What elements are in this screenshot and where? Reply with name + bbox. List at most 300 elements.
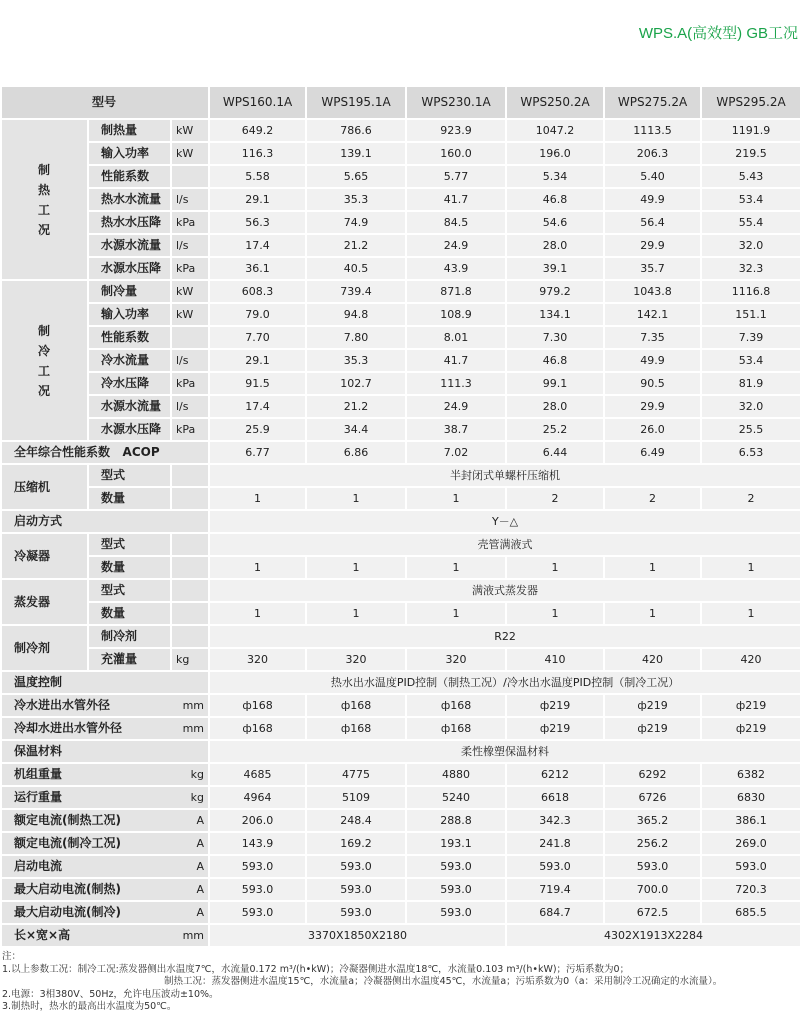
- value-cell: 420: [604, 648, 701, 671]
- value-cell: 56.3: [209, 211, 306, 234]
- row-label-cell: [1, 510, 209, 533]
- value-cell: ф219: [604, 717, 701, 740]
- value-cell: 56.4: [604, 211, 701, 234]
- value-cell: 7.70: [209, 326, 306, 349]
- row-label: 热水水流量: [88, 188, 171, 211]
- table-row: [1, 188, 800, 211]
- value-cell: 1116.8: [701, 280, 800, 303]
- value-cell: 8.01: [406, 326, 506, 349]
- value-cell-merged: Y－△: [209, 510, 800, 533]
- table-row: [1, 579, 800, 602]
- value-cell: 36.1: [209, 257, 306, 280]
- row-unit: l/s: [171, 395, 209, 418]
- value-cell: 1: [506, 556, 604, 579]
- value-cell: 5.65: [306, 165, 406, 188]
- value-cell: 53.4: [701, 188, 800, 211]
- row-label: 数量: [88, 556, 171, 579]
- row-label-cell: [1, 694, 209, 717]
- value-cell: 593.0: [306, 878, 406, 901]
- value-cell: 7.80: [306, 326, 406, 349]
- value-cell: 649.2: [209, 119, 306, 142]
- value-cell: 420: [701, 648, 800, 671]
- value-cell: 26.0: [604, 418, 701, 441]
- value-cell: 386.1: [701, 809, 800, 832]
- value-cell: 2: [506, 487, 604, 510]
- value-cell: 24.9: [406, 395, 506, 418]
- value-cell: 7.02: [406, 441, 506, 464]
- value-cell: 342.3: [506, 809, 604, 832]
- group-label: [1, 280, 88, 441]
- value-cell: 142.1: [604, 303, 701, 326]
- row-unit: l/s: [171, 188, 209, 211]
- value-cell: 593.0: [306, 855, 406, 878]
- row-label-cell: [1, 901, 209, 924]
- row-unit: [171, 487, 209, 510]
- row-unit: kPa: [171, 418, 209, 441]
- row-unit: kPa: [171, 257, 209, 280]
- row-label: 冷却水进出水管外径: [14, 721, 123, 735]
- value-cell: 241.8: [506, 832, 604, 855]
- group-label-text: 制热工况: [38, 162, 51, 237]
- value-cell: 593.0: [604, 855, 701, 878]
- row-label: 启动方式: [14, 514, 63, 528]
- row-label: 冷水压降: [88, 372, 171, 395]
- note-2: 2.电源：3相380V、50Hz，允许电压波动±10%。: [2, 988, 219, 1000]
- value-cell: 46.8: [506, 188, 604, 211]
- value-cell: 1: [306, 487, 406, 510]
- row-label: 冷水进出水管外径: [14, 698, 111, 712]
- row-label: 水源水压降: [88, 418, 171, 441]
- value-cell: ф168: [406, 717, 506, 740]
- value-cell: 28.0: [506, 234, 604, 257]
- value-cell: 21.2: [306, 395, 406, 418]
- value-cell: 25.5: [701, 418, 800, 441]
- value-cell: 1: [209, 602, 306, 625]
- notes: [0, 951, 800, 1014]
- row-label: 温度控制: [14, 675, 63, 689]
- value-cell: 593.0: [406, 855, 506, 878]
- header-row: [1, 86, 800, 119]
- value-cell: 4964: [209, 786, 306, 809]
- value-cell: 25.9: [209, 418, 306, 441]
- table-row: [1, 487, 800, 510]
- value-cell: 1: [209, 556, 306, 579]
- table-row: [1, 625, 800, 648]
- table-row: [1, 533, 800, 556]
- value-cell: 685.5: [701, 901, 800, 924]
- row-unit: [171, 556, 209, 579]
- value-cell: 169.2: [306, 832, 406, 855]
- value-cell: 1: [406, 556, 506, 579]
- value-cell: 5109: [306, 786, 406, 809]
- row-unit: A: [196, 906, 205, 919]
- value-cell: 288.8: [406, 809, 506, 832]
- value-cell: 29.9: [604, 395, 701, 418]
- value-cell: 116.3: [209, 142, 306, 165]
- row-label: 最大启动电流(制热): [14, 882, 121, 896]
- row-label: 性能系数: [88, 326, 171, 349]
- table-row: [1, 786, 800, 809]
- row-unit: [171, 326, 209, 349]
- value-cell: 206.3: [604, 142, 701, 165]
- value-cell: 55.4: [701, 211, 800, 234]
- table-row: [1, 257, 800, 280]
- value-cell: 219.5: [701, 142, 800, 165]
- value-cell: 1: [604, 602, 701, 625]
- table-row: [1, 211, 800, 234]
- value-cell: 4685: [209, 763, 306, 786]
- row-label: 充灌量: [88, 648, 171, 671]
- row-unit: A: [196, 883, 205, 896]
- row-label: 水源水压降: [88, 257, 171, 280]
- row-label: 保温材料: [14, 744, 63, 758]
- value-cell: 91.5: [209, 372, 306, 395]
- row-label: 型式: [88, 464, 171, 487]
- value-cell-merged: R22: [209, 625, 800, 648]
- table-row: [1, 510, 800, 533]
- table-row: [1, 602, 800, 625]
- row-label: 冷水流量: [88, 349, 171, 372]
- table-row: [1, 395, 800, 418]
- value-cell: 608.3: [209, 280, 306, 303]
- row-unit: A: [196, 814, 205, 827]
- row-unit: kPa: [171, 211, 209, 234]
- value-cell: 79.0: [209, 303, 306, 326]
- value-cell: 6726: [604, 786, 701, 809]
- row-label-cell: [1, 924, 209, 947]
- row-label: 启动电流: [14, 859, 63, 873]
- table-row: [1, 326, 800, 349]
- value-cell: 35.3: [306, 188, 406, 211]
- note-1b: 制热工况：蒸发器侧进水温度15℃，水流量a；冷凝器侧出水温度45℃，水流量a；污垢系数为0（a：采用制冷工况确定的水流量）。: [164, 976, 723, 987]
- row-label: 数量: [88, 602, 171, 625]
- value-cell: 29.1: [209, 349, 306, 372]
- value-cell: 1: [701, 556, 800, 579]
- value-cell: 38.7: [406, 418, 506, 441]
- value-cell: 2: [604, 487, 701, 510]
- row-label-cell: [1, 441, 209, 464]
- table-row: [1, 832, 800, 855]
- value-cell: 6212: [506, 763, 604, 786]
- table-row: [1, 648, 800, 671]
- value-cell: 6382: [701, 763, 800, 786]
- value-cell: 7.35: [604, 326, 701, 349]
- spec-table: [0, 85, 800, 948]
- value-cell: 32.3: [701, 257, 800, 280]
- row-label-cell: [1, 763, 209, 786]
- table-row: [1, 349, 800, 372]
- value-cell: 593.0: [701, 855, 800, 878]
- value-cell: ф219: [701, 694, 800, 717]
- value-cell: ф168: [209, 717, 306, 740]
- value-cell: 410: [506, 648, 604, 671]
- row-label: 型式: [88, 579, 171, 602]
- value-cell: ф219: [701, 717, 800, 740]
- value-cell: 5.40: [604, 165, 701, 188]
- model-name: WPS230.1A: [406, 86, 506, 119]
- table-row: [1, 809, 800, 832]
- value-cell: 21.2: [306, 234, 406, 257]
- value-cell: 923.9: [406, 119, 506, 142]
- value-cell: 2: [701, 487, 800, 510]
- row-unit: mm: [182, 722, 205, 735]
- table-row: [1, 694, 800, 717]
- model-name: WPS160.1A: [209, 86, 306, 119]
- table-row: [1, 142, 800, 165]
- value-cell: 1: [406, 487, 506, 510]
- model-name: WPS275.2A: [604, 86, 701, 119]
- row-label: 全年综合性能系数 ACOP: [14, 445, 160, 459]
- group-label: 制冷剂: [1, 625, 88, 671]
- value-cell: 5240: [406, 786, 506, 809]
- group-label: [1, 119, 88, 280]
- group-label-text: 制冷工况: [38, 323, 51, 398]
- value-cell: 29.1: [209, 188, 306, 211]
- value-cell: 269.0: [701, 832, 800, 855]
- value-cell-merged: 半封闭式单螺杆压缩机: [209, 464, 800, 487]
- value-cell: 720.3: [701, 878, 800, 901]
- value-cell: 593.0: [506, 855, 604, 878]
- value-cell: 32.0: [701, 395, 800, 418]
- row-unit: [171, 625, 209, 648]
- value-cell: 6.86: [306, 441, 406, 464]
- group-label: 压缩机: [1, 464, 88, 510]
- row-label: 输入功率: [88, 303, 171, 326]
- model-header: 型号: [1, 86, 209, 119]
- value-cell: 6618: [506, 786, 604, 809]
- value-cell: 53.4: [701, 349, 800, 372]
- value-cell: ф219: [506, 717, 604, 740]
- row-label: 数量: [88, 487, 171, 510]
- value-cell: 593.0: [209, 878, 306, 901]
- value-cell: 108.9: [406, 303, 506, 326]
- value-cell: 593.0: [209, 901, 306, 924]
- value-cell: ф168: [406, 694, 506, 717]
- value-cell: 719.4: [506, 878, 604, 901]
- row-label-cell: [1, 671, 209, 694]
- value-cell: ф168: [306, 694, 406, 717]
- value-cell: 6830: [701, 786, 800, 809]
- value-cell: 139.1: [306, 142, 406, 165]
- row-label-cell: [1, 717, 209, 740]
- table-row: [1, 372, 800, 395]
- value-cell: 5.43: [701, 165, 800, 188]
- value-cell: 6.44: [506, 441, 604, 464]
- value-cell: 1: [406, 602, 506, 625]
- value-cell: 17.4: [209, 395, 306, 418]
- value-cell: 593.0: [406, 901, 506, 924]
- table-row: [1, 901, 800, 924]
- value-cell: 5.34: [506, 165, 604, 188]
- value-cell: 49.9: [604, 349, 701, 372]
- value-cell: 871.8: [406, 280, 506, 303]
- value-cell: 1: [209, 487, 306, 510]
- value-cell: 41.7: [406, 349, 506, 372]
- row-unit: kW: [171, 142, 209, 165]
- value-cell: 196.0: [506, 142, 604, 165]
- value-cell: 6292: [604, 763, 701, 786]
- row-unit: kg: [171, 648, 209, 671]
- note-1: 1.以上参数工况：制冷工况:蒸发器侧出水温度7℃，水流量0.172 m³/(h•kW)；冷凝器侧进水温度18℃，水流量0.103 m³/(h•kW)；污垢系数为0；: [2, 963, 630, 975]
- row-unit: l/s: [171, 234, 209, 257]
- value-cell: 102.7: [306, 372, 406, 395]
- row-label: 运行重量: [14, 790, 63, 804]
- value-cell: 74.9: [306, 211, 406, 234]
- value-cell: 24.9: [406, 234, 506, 257]
- row-unit: kg: [190, 791, 205, 804]
- value-cell: 320: [406, 648, 506, 671]
- value-cell: 29.9: [604, 234, 701, 257]
- value-cell: 1: [701, 602, 800, 625]
- row-unit: mm: [182, 929, 205, 942]
- value-cell: 81.9: [701, 372, 800, 395]
- page-title: WPS.A(高效型) GB工况: [638, 25, 798, 42]
- value-cell: 111.3: [406, 372, 506, 395]
- group-label: 冷凝器: [1, 533, 88, 579]
- row-unit: [171, 165, 209, 188]
- model-name: WPS295.2A: [701, 86, 800, 119]
- value-cell: 134.1: [506, 303, 604, 326]
- value-cell: 593.0: [406, 878, 506, 901]
- value-cell: 41.7: [406, 188, 506, 211]
- row-label-cell: [1, 809, 209, 832]
- value-cell: 46.8: [506, 349, 604, 372]
- value-cell: 6.49: [604, 441, 701, 464]
- value-cell: 1: [604, 556, 701, 579]
- value-cell: 25.2: [506, 418, 604, 441]
- value-cell: 6.53: [701, 441, 800, 464]
- value-cell: 193.1: [406, 832, 506, 855]
- value-cell: ф168: [306, 717, 406, 740]
- row-label-cell: [1, 878, 209, 901]
- value-cell: 206.0: [209, 809, 306, 832]
- value-cell: 35.3: [306, 349, 406, 372]
- row-label: 最大启动电流(制冷): [14, 905, 121, 919]
- row-label: 制冷剂: [88, 625, 171, 648]
- value-cell: 6.77: [209, 441, 306, 464]
- note-3: 3.制热时，热水的最高出水温度为50℃。: [2, 1001, 177, 1012]
- value-cell: 39.1: [506, 257, 604, 280]
- row-unit: A: [196, 860, 205, 873]
- value-cell: 4775: [306, 763, 406, 786]
- table-row: [1, 418, 800, 441]
- value-cell: 1: [306, 602, 406, 625]
- value-cell: 256.2: [604, 832, 701, 855]
- row-label: 额定电流(制冷工况): [14, 836, 121, 850]
- value-cell: 5.77: [406, 165, 506, 188]
- row-label-cell: [1, 740, 209, 763]
- value-cell: 1113.5: [604, 119, 701, 142]
- row-unit: mm: [182, 699, 205, 712]
- row-unit: kW: [171, 303, 209, 326]
- row-unit: [171, 602, 209, 625]
- model-name: WPS250.2A: [506, 86, 604, 119]
- value-cell: ф219: [604, 694, 701, 717]
- note-heading: 注：: [2, 951, 22, 962]
- value-cell: 35.7: [604, 257, 701, 280]
- value-cell: 365.2: [604, 809, 701, 832]
- row-label-cell: [1, 786, 209, 809]
- row-label: 制热量: [88, 119, 171, 142]
- value-cell: 593.0: [209, 855, 306, 878]
- table-row: [1, 878, 800, 901]
- value-cell: 5.58: [209, 165, 306, 188]
- table-row: [1, 165, 800, 188]
- value-cell: 90.5: [604, 372, 701, 395]
- value-cell: 43.9: [406, 257, 506, 280]
- value-cell: 94.8: [306, 303, 406, 326]
- value-cell: 32.0: [701, 234, 800, 257]
- value-cell: 1043.8: [604, 280, 701, 303]
- value-cell: 7.39: [701, 326, 800, 349]
- row-label: 水源水流量: [88, 234, 171, 257]
- value-cell: 40.5: [306, 257, 406, 280]
- row-label: 型式: [88, 533, 171, 556]
- value-cell: 684.7: [506, 901, 604, 924]
- table-row: [1, 234, 800, 257]
- row-label: 输入功率: [88, 142, 171, 165]
- row-unit: kg: [190, 768, 205, 781]
- row-label: 水源水流量: [88, 395, 171, 418]
- value-cell: ф168: [209, 694, 306, 717]
- row-unit: [171, 464, 209, 487]
- value-cell: 84.5: [406, 211, 506, 234]
- row-label: 额定电流(制热工况): [14, 813, 121, 827]
- group-label: 蒸发器: [1, 579, 88, 625]
- value-cell: 54.6: [506, 211, 604, 234]
- table-row: [1, 740, 800, 763]
- value-cell: 7.30: [506, 326, 604, 349]
- value-cell: 320: [209, 648, 306, 671]
- table-row: [1, 119, 800, 142]
- table-row: [1, 280, 800, 303]
- row-label-cell: [1, 855, 209, 878]
- row-unit: [171, 533, 209, 556]
- table-row: [1, 556, 800, 579]
- row-unit: A: [196, 837, 205, 850]
- value-cell: ф219: [506, 694, 604, 717]
- row-label: 机组重量: [14, 767, 63, 781]
- model-name: WPS195.1A: [306, 86, 406, 119]
- value-cell: 700.0: [604, 878, 701, 901]
- value-cell: 320: [306, 648, 406, 671]
- row-unit: [171, 579, 209, 602]
- value-cell: 786.6: [306, 119, 406, 142]
- value-cell: 593.0: [306, 901, 406, 924]
- value-cell: 143.9: [209, 832, 306, 855]
- row-unit: kW: [171, 119, 209, 142]
- table-row: [1, 717, 800, 740]
- row-label: 长×宽×高: [14, 928, 71, 942]
- row-label-cell: [1, 832, 209, 855]
- table-row: [1, 671, 800, 694]
- table-row: [1, 924, 800, 947]
- row-unit: kW: [171, 280, 209, 303]
- value-cell: 1: [306, 556, 406, 579]
- value-cell-merged: 3370X1850X2180: [209, 924, 506, 947]
- value-cell: 1191.9: [701, 119, 800, 142]
- value-cell-merged: 4302X1913X2284: [506, 924, 800, 947]
- value-cell: 979.2: [506, 280, 604, 303]
- row-label: 热水水压降: [88, 211, 171, 234]
- value-cell-merged: 满液式蒸发器: [209, 579, 800, 602]
- value-cell: 99.1: [506, 372, 604, 395]
- value-cell-merged: 热水出水温度PID控制（制热工况）/冷水出水温度PID控制（制冷工况）: [209, 671, 800, 694]
- table-row: [1, 441, 800, 464]
- value-cell: 1: [506, 602, 604, 625]
- row-unit: l/s: [171, 349, 209, 372]
- table-row: [1, 763, 800, 786]
